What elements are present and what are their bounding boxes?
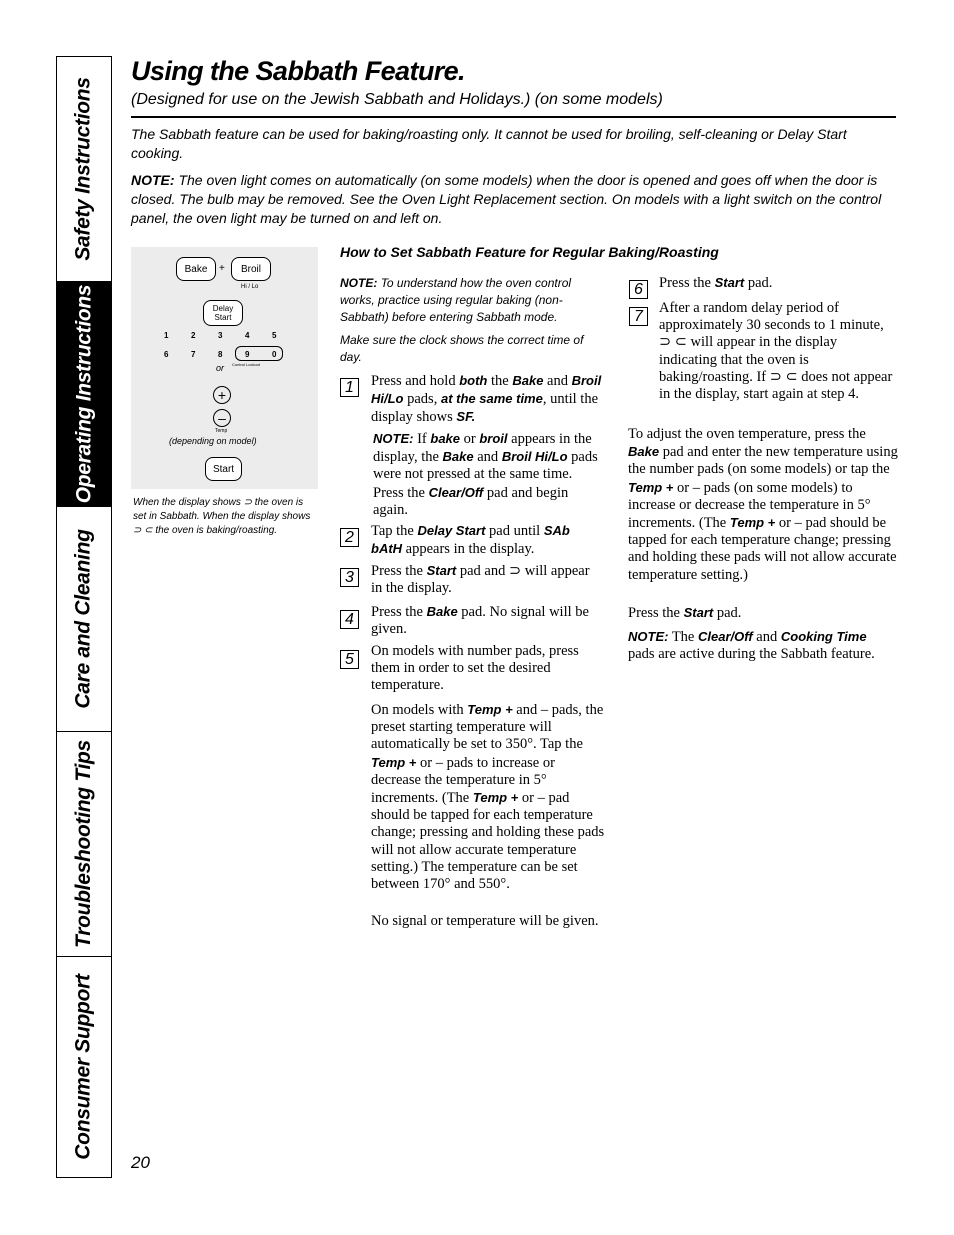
step-number-3: 3 [340, 568, 359, 587]
pad-name: Start [714, 275, 745, 290]
number-pad-4: 4 [245, 331, 250, 340]
practice-note [340, 275, 595, 326]
plus-sign: + [219, 263, 225, 274]
pad-name: Broil Hi/Lo [501, 449, 568, 465]
pad-name: Start [683, 605, 714, 620]
broil-pad: Broil [231, 257, 271, 281]
pad-name: Delay Start [417, 523, 486, 538]
delay-start-pad [203, 300, 243, 326]
step-6-text [659, 274, 895, 292]
pad-name: Bake [512, 373, 544, 388]
display-text: bake [430, 431, 461, 446]
text: pads, [407, 391, 438, 408]
tab-label: Troubleshooting Tips [72, 740, 96, 948]
temp-plus-pad: + [213, 386, 231, 404]
text: and [547, 373, 568, 389]
step-4-text [371, 603, 603, 638]
note-label: NOTE: [628, 629, 669, 644]
step-1-text [371, 372, 603, 427]
step-number-5: 5 [340, 650, 359, 669]
text: pad until [489, 523, 541, 539]
section-tabs [56, 56, 112, 1178]
text: or – pads to increase or decrease the temperature in 5° increments. (The [371, 754, 555, 807]
pad-name: Bake [426, 604, 458, 619]
number-pad-6: 6 [164, 350, 169, 359]
text: Tap the [371, 523, 414, 539]
emphasis: at the same time [440, 391, 543, 407]
number-pad-3: 3 [218, 331, 223, 340]
text: pad. No signal will be given. [371, 604, 589, 638]
text: pads were not pressed at the same time. Press the [373, 449, 598, 501]
display-text: broil [479, 431, 508, 446]
intro-paragraph: The Sabbath feature can be used for baking/roasting only. It cannot be used for broiling, self-cleaning or Delay Start cooking. [131, 126, 847, 161]
start-label: Start [214, 313, 232, 322]
clock-note: Make sure the clock shows the correct time of day. [340, 333, 584, 364]
text: pad and ⊃ will appear in the display. [371, 563, 590, 597]
step-5-text: On models with number pads, press them in order to set the desired temperature. [371, 643, 579, 694]
text: pad and enter the new temperature using the number pads (on some models) or tap the [628, 444, 898, 478]
press-start-text [628, 604, 896, 622]
text: or – pad should be tapped for each temperature change; pressing and holding these pads will not allow accurate temperature setting.) [628, 515, 897, 583]
pad-name: Clear/Off [428, 484, 484, 500]
text: , until the display shows [371, 391, 599, 426]
active-pads-note [628, 628, 896, 663]
text: or – pads (on some models) to increase or decrease the temperature in 5° increments. (The [628, 479, 871, 532]
tab-care-and-cleaning[interactable] [57, 507, 111, 732]
or-label: or [216, 363, 225, 373]
text: On models with [371, 702, 464, 718]
pad-name: Broil Hi/Lo [371, 373, 602, 407]
intro-note [131, 171, 896, 228]
text: pads are active during the Sabbath feature. [628, 646, 875, 663]
text: To adjust the oven temperature, press the [628, 426, 866, 442]
step-3-text [371, 562, 603, 597]
bake-pad: Bake [176, 257, 216, 281]
emphasis: both [459, 373, 488, 388]
text: and [477, 449, 499, 466]
number-pad-9: 9 [245, 350, 250, 359]
depending-label: (depending on model) [169, 436, 257, 446]
step-7-text: After a random delay period of approximately 30 seconds to 1 minute, ⊃ ⊂ will appear in the display indicating that the oven is baking/roasting. If ⊃ ⊂ does not appear in the display, start again at step 4. [659, 300, 893, 403]
pad-name: Temp + [628, 479, 674, 495]
tab-label: Operating Instructions [72, 284, 95, 504]
temp-minus-pad: – [213, 409, 231, 427]
number-pad-7: 7 [191, 350, 196, 359]
number-pad-1: 1 [164, 331, 169, 340]
pad-name: Bake [628, 444, 660, 460]
adjust-temperature-text [628, 426, 898, 584]
temp-label: Temp [215, 428, 228, 434]
pad-name: Temp + [467, 702, 513, 717]
note-label: NOTE: [340, 276, 378, 290]
page-number: 20 [131, 1153, 150, 1172]
text: pad and begin again. [373, 484, 569, 518]
number-pad-0: 0 [272, 350, 277, 359]
pad-name: Clear/Off [698, 629, 753, 644]
text: the [491, 373, 509, 389]
text: pad. [716, 605, 742, 621]
display-text: SAb bAtH [371, 523, 570, 557]
step-5-signal-text: No signal or temperature will be given. [371, 913, 599, 929]
text: appears in the display. [405, 541, 535, 558]
tab-operating-instructions[interactable] [57, 282, 111, 507]
number-pad-8: 8 [218, 350, 223, 359]
delay-label: Delay [212, 304, 234, 313]
note-label: NOTE: [373, 431, 414, 446]
note-text: To understand how the oven control works, practice using regular baking (non-Sabbath) before entering Sabbath mode. [340, 276, 572, 324]
step-number-1: 1 [340, 378, 359, 397]
text: Press and hold [371, 373, 456, 389]
control-panel-diagram [131, 247, 318, 489]
tab-label: Care and Cleaning [72, 529, 95, 709]
text: Press the [628, 605, 680, 621]
page-subtitle: (Designed for use on the Jewish Sabbath and Holidays.) (on some models) [131, 91, 663, 108]
text: pad. [747, 275, 773, 291]
section-heading: How to Set Sabbath Feature for Regular Baking/Roasting [340, 244, 719, 260]
pad-name: Bake [442, 449, 474, 465]
pad-name: Temp + [472, 790, 519, 806]
note-label: NOTE: [131, 172, 175, 188]
text: Press the [659, 275, 711, 291]
text: and [756, 629, 778, 645]
step-1-note [373, 430, 605, 519]
step-number-2: 2 [340, 528, 359, 547]
tab-label: Safety Instructions [72, 77, 95, 261]
pad-name: Temp + [729, 515, 776, 531]
number-pad-2: 2 [191, 331, 196, 340]
step-2-text [371, 522, 603, 558]
number-pad-5: 5 [272, 331, 277, 340]
tab-consumer-support[interactable] [57, 957, 111, 1177]
text: The [671, 629, 695, 645]
tab-label: Consumer Support [72, 974, 95, 1160]
pad-name: Temp + [371, 754, 417, 770]
tab-troubleshooting-tips[interactable] [57, 732, 111, 957]
text: appears in the display, the [373, 431, 592, 466]
control-lockout-label: Control Lockout [232, 362, 261, 367]
step-number-6: 6 [629, 280, 648, 299]
page-title: Using the Sabbath Feature. [131, 56, 465, 86]
tab-safety-instructions[interactable] [57, 57, 111, 282]
text: or – pad should be tapped for each temperature change; pressing and holding these pads will not allow accurate temperature setting.) The temperature can be set between 170° and 550°. [371, 790, 605, 893]
start-pad: Start [205, 457, 242, 481]
pad-name: Cooking Time [780, 629, 867, 644]
hilo-label: Hi / Lo [241, 284, 259, 290]
note-text: The oven light comes on automatically (on some models) when the door is opened and goes off when the door is closed. The bulb may be removed. See the Oven Light Replacement section. On models with a light switch on the control panel, the oven light may be turned on and left on. [131, 172, 882, 226]
step-number-7: 7 [629, 307, 648, 326]
text: If [417, 431, 427, 447]
text: or [463, 431, 476, 447]
step-number-4: 4 [340, 610, 359, 629]
text: Press the [371, 604, 423, 620]
text: and – pads, the preset starting temperature will automatically be set to 350°. Tap the [371, 702, 604, 753]
step-5-temp-text [371, 701, 605, 893]
panel-caption: When the display shows ⊃ the oven is set in Sabbath. When the display shows ⊃ ⊂ the oven is baking/roasting. [133, 497, 311, 536]
display-text: SF. [456, 409, 476, 425]
pad-name: Start [426, 563, 457, 578]
title-divider [131, 116, 896, 118]
text: Press the [371, 563, 423, 579]
